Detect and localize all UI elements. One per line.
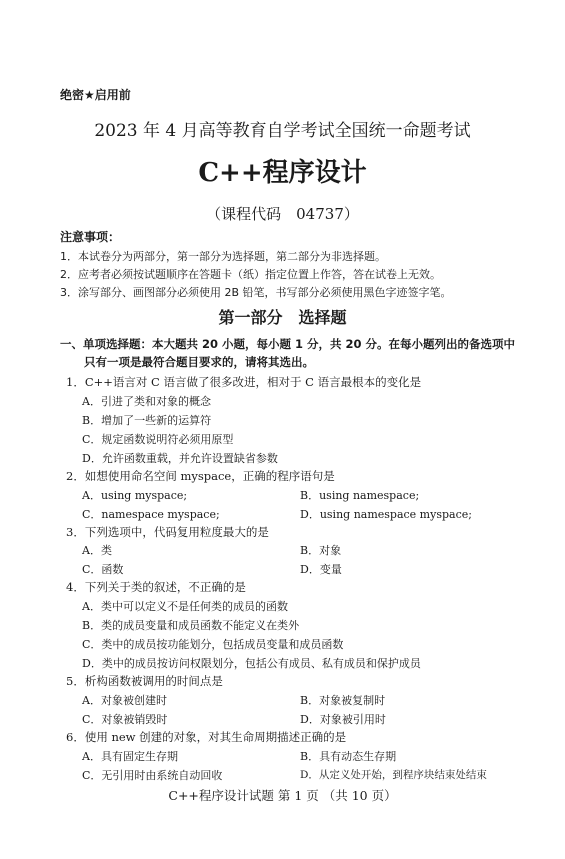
option-c: C．对象被销毁时 xyxy=(82,713,168,726)
option-b: B．对象 xyxy=(300,544,342,557)
option-a: A．类 xyxy=(82,544,112,557)
exam-title: 2023 年 4 月高等教育自学考试全国统一命题考试 xyxy=(94,121,471,141)
subject-title: C++程序设计 xyxy=(198,158,367,188)
option-a: A．具有固定生存期 xyxy=(82,750,178,763)
note-item: 2．应考者必须按试题顺序在答题卡（纸）指定位置上作答，答在试卷上无效。 xyxy=(60,268,441,281)
section-heading: 一、单项选择题：本大题共 20 小题，每小题 1 分，共 20 分。在每小题列出的备选项中 xyxy=(60,337,516,351)
option-b: B．using namespace; xyxy=(300,489,420,502)
question-stem: 4．下列关于类的叙述，不正确的是 xyxy=(66,580,246,594)
option-c: C．namespace myspace; xyxy=(82,508,220,521)
question-stem: 5．析构函数被调用的时间点是 xyxy=(66,674,223,688)
option-d: D．变量 xyxy=(300,563,342,576)
option-a: A．对象被创建时 xyxy=(82,694,167,707)
question-stem: 3．下列选项中，代码复用粒度最大的是 xyxy=(66,525,269,539)
question-stem: 1．C++语言对 C 语言做了很多改进，相对于 C 语言最根本的变化是 xyxy=(66,375,422,389)
option-a: A．using myspace; xyxy=(82,489,188,502)
note-item: 1．本试卷分为两部分，第一部分为选择题，第二部分为非选择题。 xyxy=(60,250,386,263)
option-b: B．类的成员变量和成员函数不能定义在类外 xyxy=(82,619,300,632)
confidential-label: 绝密★启用前 xyxy=(60,88,131,102)
option-a: A．类中可以定义不是任何类的成员的函数 xyxy=(82,600,288,613)
option-b: B．对象被复制时 xyxy=(300,694,386,707)
part-title: 第一部分 选择题 xyxy=(218,308,347,327)
option-d: D．对象被引用时 xyxy=(300,713,386,726)
option-c: C．无引用时由系统自动回收 xyxy=(82,769,223,782)
option-a: A．引进了类和对象的概念 xyxy=(82,395,211,408)
option-c: C．类中的成员按功能划分，包括成员变量和成员函数 xyxy=(82,638,344,651)
option-b: B．增加了一些新的运算符 xyxy=(82,414,212,427)
option-d: D．允许函数重载，并允许设置缺省参数 xyxy=(82,452,278,465)
section-heading-cont: 只有一项是最符合题目要求的，请将其选出。 xyxy=(84,355,314,369)
option-d: D．类中的成员按访问权限划分，包括公有成员、私有成员和保护成员 xyxy=(82,657,421,670)
question-stem: 2．如想使用命名空间 myspace，正确的程序语句是 xyxy=(66,469,335,483)
option-b: B．具有动态生存期 xyxy=(300,750,397,763)
course-code: （课程代码 04737） xyxy=(206,205,359,223)
note-item: 3．涂写部分、画图部分必须使用 2B 铅笔，书写部分必须使用黑色字迹签字笔。 xyxy=(60,286,452,299)
page-footer: C++程序设计试题 第 1 页 （共 10 页） xyxy=(168,788,397,803)
notes-title: 注意事项： xyxy=(60,230,121,244)
option-c: C．规定函数说明符必须用原型 xyxy=(82,433,234,446)
question-stem: 6．使用 new 创建的对象，对其生命周期描述正确的是 xyxy=(66,730,347,744)
option-d: D．从定义处开始，到程序块结束处结束 xyxy=(300,769,487,781)
option-d: D．using namespace myspace; xyxy=(300,508,472,521)
option-c: C．函数 xyxy=(82,563,124,576)
